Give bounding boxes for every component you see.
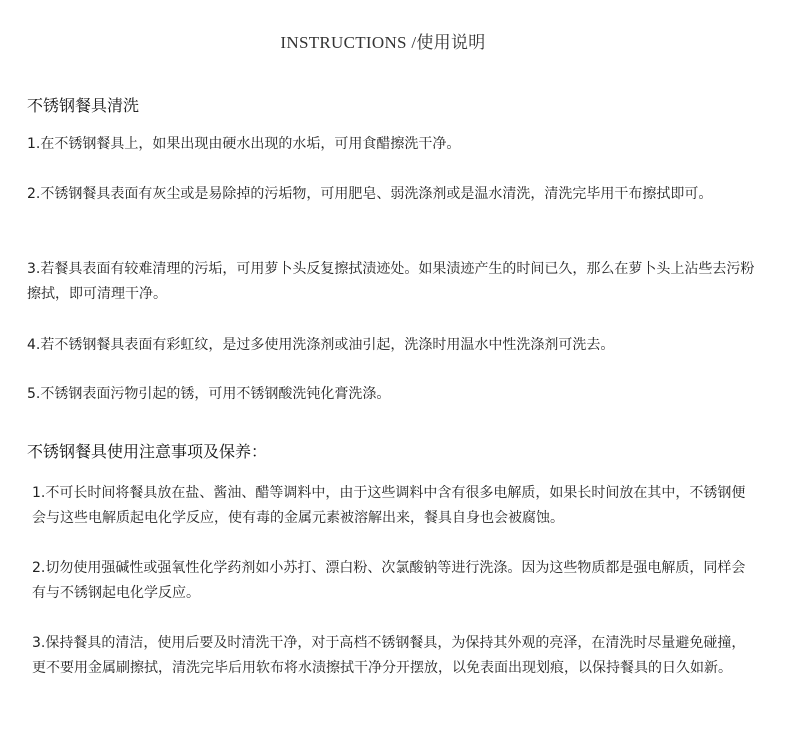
care-item-2: 2.切勿使用强碱性或强氧性化学药剂如小苏打、漂白粉、次氯酸钠等进行洗涤。因为这些物质都是强电解质，同样会有与不锈钢起电化学反应。 (32, 560, 746, 601)
section-heading-care: 不锈钢餐具使用注意事项及保养： (27, 442, 268, 461)
care-item-3: 3.保持餐具的清洁，使用后要及时清洗干净，对于高档不锈钢餐具，为保持其外观的亮泽，在清洗时尽量避免碰撞，更不要用金属刷擦拭，清洗完毕后用软布将水渍擦拭干净分开摆放，以免表面出现划痕，以保持餐具的日久如新。 (32, 635, 746, 676)
page-title: INSTRUCTIONS /使用说明 (280, 33, 486, 52)
cleaning-item-4: 4.若不锈钢餐具表面有彩虹纹，是过多使用洗涤剂或油引起，洗涤时用温水中性洗涤剂可洗去。 (27, 337, 615, 353)
cleaning-item-5: 5.不锈钢表面污物引起的锈，可用不锈钢酸洗钝化膏洗涤。 (27, 386, 391, 402)
cleaning-item-3: 3.若餐具表面有较难清理的污垢，可用萝卜头反复擦拭渍迹处。如果渍迹产生的时间已久，那么在萝卜头上沾些去污粉擦拭，即可清理干净。 (27, 261, 755, 302)
cleaning-item-1: 1.在不锈钢餐具上，如果出现由硬水出现的水垢，可用食醋擦洗干净。 (27, 136, 461, 152)
care-item-1: 1.不可长时间将餐具放在盐、酱油、醋等调料中，由于这些调料中含有很多电解质，如果长时间放在其中，不锈钢便会与这些电解质起电化学反应，使有毒的金属元素被溶解出来，餐具自身也会被腐蚀。 (32, 485, 746, 526)
cleaning-item-2: 2.不锈钢餐具表面有灰尘或是易除掉的污垢物，可用肥皂、弱洗涤剂或是温水清洗，清洗完毕用干布擦拭即可。 (27, 186, 713, 202)
section-heading-cleaning: 不锈钢餐具清洗 (27, 96, 140, 115)
